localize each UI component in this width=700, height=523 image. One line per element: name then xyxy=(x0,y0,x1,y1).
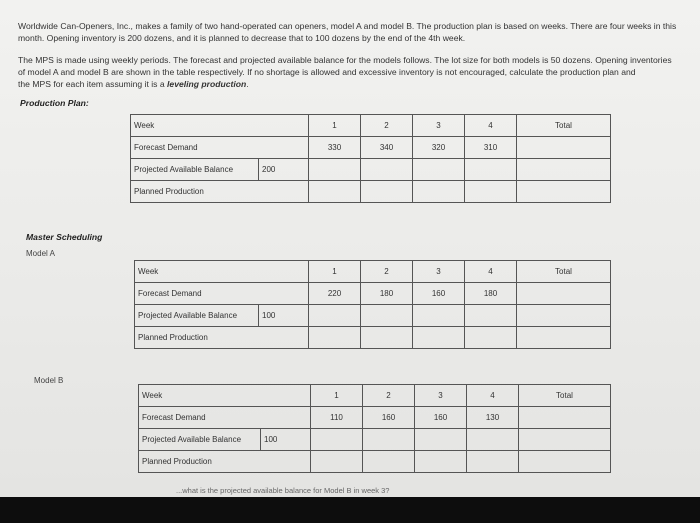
table-row xyxy=(135,327,611,349)
week-2: 2 xyxy=(361,115,413,137)
week-label: Week xyxy=(131,115,309,137)
planned-week-4[interactable] xyxy=(465,181,517,203)
week-4: 4 xyxy=(465,115,517,137)
week-2: 2 xyxy=(363,385,415,407)
planned-week-1[interactable] xyxy=(311,451,363,473)
pab-week-1[interactable] xyxy=(309,305,361,327)
planned-week-2[interactable] xyxy=(361,181,413,203)
problem-line-3: The MPS is made using weekly periods. The forecast and projected available balance for the models follows. The lot size for both models is 50 dozens. Opening inventories xyxy=(18,55,672,65)
table-row xyxy=(139,385,611,407)
model-a-label: Model A xyxy=(26,249,55,258)
forecast-week-2: 160 xyxy=(363,407,415,429)
planned-week-3[interactable] xyxy=(413,181,465,203)
pab-total[interactable] xyxy=(519,429,611,451)
forecast-week-1: 330 xyxy=(309,137,361,159)
planned-week-4[interactable] xyxy=(467,451,519,473)
problem-line-4: of model A and model B are shown in the table respectively. If no shortage is allowed and excessive inventory is not encouraged, calculate the production plan and xyxy=(18,67,636,77)
forecast-week-3: 160 xyxy=(415,407,467,429)
week-4: 4 xyxy=(465,261,517,283)
opening-balance: 100 xyxy=(259,305,309,327)
forecast-week-2: 180 xyxy=(361,283,413,305)
table-row xyxy=(135,305,611,327)
forecast-week-4: 310 xyxy=(465,137,517,159)
problem-line-5-suffix: . xyxy=(246,79,249,89)
planned-week-1[interactable] xyxy=(309,181,361,203)
leveling-production-emphasis: leveling production xyxy=(167,79,247,89)
planned-production-label: Planned Production xyxy=(131,181,309,203)
week-label: Week xyxy=(135,261,309,283)
pab-label: Projected Available Balance xyxy=(139,429,261,451)
planned-week-2[interactable] xyxy=(363,451,415,473)
bottom-black-bar xyxy=(0,497,700,523)
model-a-table xyxy=(134,260,611,349)
planned-week-4[interactable] xyxy=(465,327,517,349)
forecast-total[interactable] xyxy=(517,283,611,305)
table-row xyxy=(131,137,611,159)
forecast-week-1: 220 xyxy=(309,283,361,305)
planned-total[interactable] xyxy=(517,181,611,203)
week-1: 1 xyxy=(309,115,361,137)
production-plan-table xyxy=(130,114,611,203)
pab-total[interactable] xyxy=(517,305,611,327)
forecast-label: Forecast Demand xyxy=(139,407,311,429)
model-b-label: Model B xyxy=(34,376,64,385)
table-row xyxy=(139,407,611,429)
table-row xyxy=(139,429,611,451)
problem-line-5-prefix: the MPS for each item assuming it is a xyxy=(18,79,168,89)
forecast-total[interactable] xyxy=(519,407,611,429)
week-label: Week xyxy=(139,385,311,407)
pab-week-2[interactable] xyxy=(361,305,413,327)
problem-line-5 xyxy=(18,78,249,90)
table-row xyxy=(135,261,611,283)
forecast-week-3: 160 xyxy=(413,283,465,305)
problem-line-1: Worldwide Can-Openers, Inc., makes a family of two hand-operated can openers, model A and model B. The production plan is based on weeks. There are four weeks in this xyxy=(18,21,677,31)
week-3: 3 xyxy=(413,115,465,137)
planned-week-2[interactable] xyxy=(361,327,413,349)
week-1: 1 xyxy=(311,385,363,407)
planned-week-3[interactable] xyxy=(413,327,465,349)
pab-week-3[interactable] xyxy=(413,159,465,181)
table-row xyxy=(139,451,611,473)
master-scheduling-heading: Master Scheduling xyxy=(26,232,103,242)
pab-week-1[interactable] xyxy=(309,159,361,181)
pab-label: Projected Available Balance xyxy=(131,159,259,181)
planned-week-1[interactable] xyxy=(309,327,361,349)
week-1: 1 xyxy=(309,261,361,283)
planned-production-label: Planned Production xyxy=(135,327,309,349)
planned-total[interactable] xyxy=(519,451,611,473)
total-header: Total xyxy=(517,115,611,137)
pab-week-2[interactable] xyxy=(363,429,415,451)
week-3: 3 xyxy=(415,385,467,407)
problem-line-2: month. Opening inventory is 200 dozens, and it is planned to decrease that to 100 dozens by the end of the 4th week. xyxy=(18,33,466,43)
total-header: Total xyxy=(517,261,611,283)
pab-week-3[interactable] xyxy=(415,429,467,451)
pab-week-4[interactable] xyxy=(465,305,517,327)
table-row xyxy=(131,181,611,203)
pab-label: Projected Available Balance xyxy=(135,305,259,327)
forecast-week-4: 180 xyxy=(465,283,517,305)
total-header: Total xyxy=(519,385,611,407)
production-plan-heading: Production Plan: xyxy=(20,98,89,108)
forecast-week-1: 110 xyxy=(311,407,363,429)
forecast-week-2: 340 xyxy=(361,137,413,159)
opening-balance: 200 xyxy=(259,159,309,181)
table-row xyxy=(135,283,611,305)
pab-week-3[interactable] xyxy=(413,305,465,327)
forecast-label: Forecast Demand xyxy=(135,283,309,305)
pab-week-1[interactable] xyxy=(311,429,363,451)
cutoff-question: ...what is the projected available balance for Model B in week 3? xyxy=(176,486,390,495)
forecast-week-3: 320 xyxy=(413,137,465,159)
week-2: 2 xyxy=(361,261,413,283)
forecast-week-4: 130 xyxy=(467,407,519,429)
opening-balance: 100 xyxy=(261,429,311,451)
week-4: 4 xyxy=(467,385,519,407)
pab-week-2[interactable] xyxy=(361,159,413,181)
week-3: 3 xyxy=(413,261,465,283)
forecast-label: Forecast Demand xyxy=(131,137,309,159)
table-row xyxy=(131,159,611,181)
pab-week-4[interactable] xyxy=(465,159,517,181)
forecast-total[interactable] xyxy=(517,137,611,159)
planned-week-3[interactable] xyxy=(415,451,467,473)
table-row xyxy=(131,115,611,137)
pab-week-4[interactable] xyxy=(467,429,519,451)
pab-total[interactable] xyxy=(517,159,611,181)
planned-production-label: Planned Production xyxy=(139,451,311,473)
model-b-table xyxy=(138,384,611,473)
planned-total[interactable] xyxy=(517,327,611,349)
